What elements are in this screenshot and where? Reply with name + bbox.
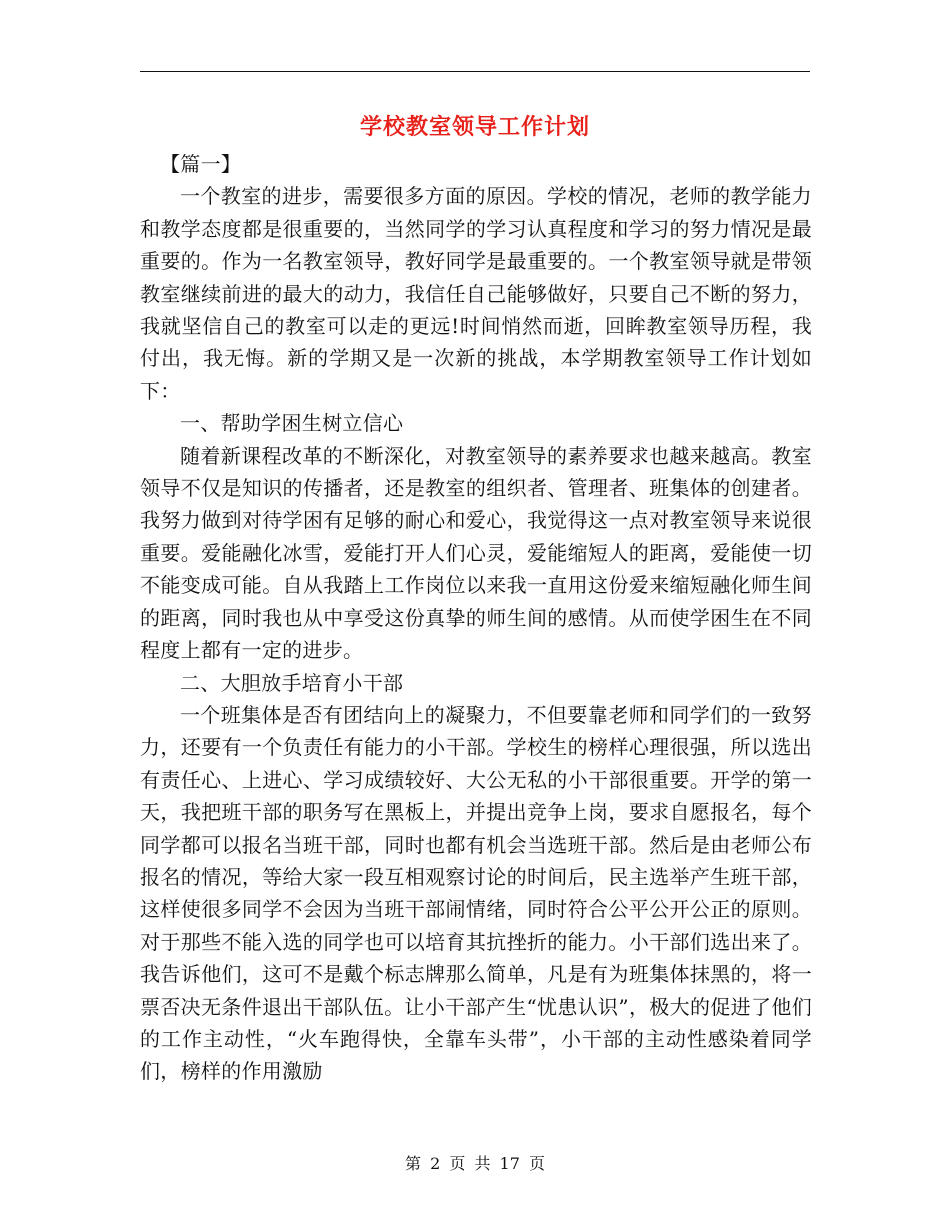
page-number-footer: 第 2 页 共 17 页 (405, 1154, 545, 1173)
paragraph-section-1: 随着新课程改革的不断深化，对教室领导的素养要求也越来越高。教室领导不仅是知识的传播者，还是教室的组织者、管理者、班集体的创建者。我努力做到对待学困有足够的耐心和爱心，我觉得这一点对教室领导来说很重要。爱能融化冰雪，爱能打开人们心灵，爱能缩短人的距离，爱能使一切不能变成可能。自从我踏上工作岗位以来我一直用这份爱来缩短融化师生间的距离，同时我也从中享受这份真挚的师生间的感情。从而使学困生在不同程度上都有一定的进步。 (140, 443, 812, 663)
paragraph-intro: 一个教室的进步，需要很多方面的原因。学校的情况，老师的教学能力和教学态度都是很重要的，当然同学的学习认真程度和学习的努力情况是最重要的。作为一名教室领导，教好同学是最重要的。一个教室领导就是带领教室继续前进的最大的动力，我信任自己能够做好，只要自己不断的努力，我就坚信自己的教室可以走的更远!时间悄然而逝，回眸教室领导历程，我付出，我无悔。新的学期又是一次新的挑战，本学期教室领导工作计划如下： (140, 184, 812, 403)
document-title: 学校教室领导工作计划 (359, 114, 590, 140)
section-heading-2: 二、大胆放手培育小干部 (180, 670, 404, 695)
header-rule (140, 71, 810, 72)
section-tag: 【篇一】 (160, 152, 242, 176)
document-body (140, 148, 812, 1088)
paragraph-section-2: 一个班集体是否有团结向上的凝聚力，不但要靠老师和同学们的一致努力，还要有一个负责任有能力的小干部。学校生的榜样心理很强，所以选出有责任心、上进心、学习成绩较好、大公无私的小干部很重要。开学的第一天，我把班干部的职务写在黑板上，并提出竞争上岗，要求自愿报名，每个同学都可以报名当班干部，同时也都有机会当选班干部。然后是由老师公布报名的情况，等给大家一段互相观察讨论的时间后，民主选举产生班干部，这样使很多同学不会因为当班干部闹情绪，同时符合公平公开公正的原则。对于那些不能入选的同学也可以培育其抗挫折的能力。小干部们选出来了。我告诉他们，这可不是戴个标志牌那么简单，凡是有为班集体抹黑的，将一票否决无条件退出干部队伍。让小干部产生“忧患认识”，极大的促进了他们的工作主动性，“火车跑得快，全靠车头带”，小干部的主动性感染着同学们，榜样的作用激励 (140, 702, 812, 1084)
section-heading-1: 一、帮助学困生树立信心 (180, 411, 404, 436)
